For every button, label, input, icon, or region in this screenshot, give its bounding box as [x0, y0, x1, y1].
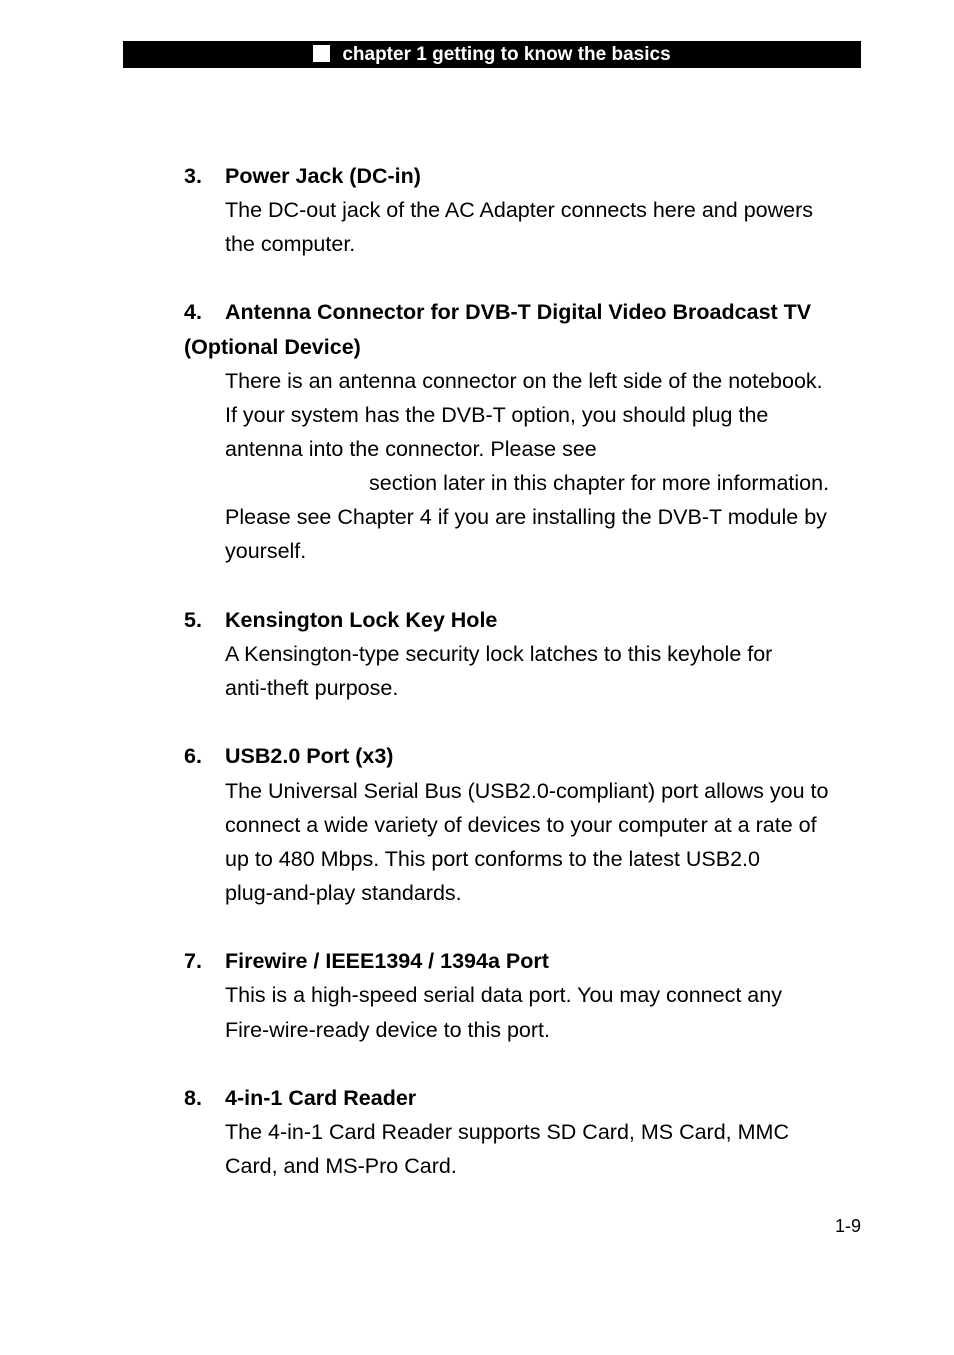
- item-title: Power Jack (DC-in): [225, 164, 421, 188]
- item-text-line: yourself.: [225, 539, 307, 563]
- item-text-line: This is a high-speed serial data port. You may connect any: [225, 983, 782, 1007]
- item-number: 3.: [184, 164, 202, 188]
- item-text-line: the computer.: [225, 232, 356, 256]
- chapter-header: [123, 41, 861, 68]
- item-text-line: up to 480 Mbps. This port conforms to the latest USB2.0: [225, 847, 760, 871]
- page-number: 1-9: [835, 1216, 862, 1236]
- item-text-line: connect a wide variety of devices to your computer at a rate of: [225, 813, 817, 837]
- chapter-title: chapter 1 getting to know the basics: [342, 44, 671, 65]
- item-text-line: anti-theft purpose.: [225, 676, 399, 700]
- item-title-continuation: (Optional Device): [184, 335, 361, 359]
- item-title: Antenna Connector for DVB-T Digital Video Broadcast TV: [225, 300, 812, 324]
- item-title: 4-in-1 Card Reader: [225, 1086, 417, 1110]
- item-text-line: Please see Chapter 4 if you are installing the DVB-T module by: [225, 505, 827, 529]
- item-text-line: Fire-wire-ready device to this port.: [225, 1018, 550, 1042]
- item-text-line: The 4-in-1 Card Reader supports SD Card, MS Card, MMC: [225, 1120, 789, 1144]
- item-number: 7.: [184, 949, 202, 973]
- item-number: 4.: [184, 300, 202, 324]
- header-square-icon: [313, 45, 330, 62]
- item-text-line: The DC-out jack of the AC Adapter connects here and powers: [225, 198, 813, 222]
- item-text-line: There is an antenna connector on the left side of the notebook.: [225, 369, 823, 393]
- item-title: USB2.0 Port (x3): [225, 744, 394, 768]
- item-number: 8.: [184, 1086, 202, 1110]
- item-text-line: plug-and-play standards.: [225, 881, 462, 905]
- item-number: 5.: [184, 608, 202, 632]
- item-text-line: antenna into the connector. Please see: [225, 437, 597, 461]
- item-text-line: Card, and MS-Pro Card.: [225, 1154, 457, 1178]
- item-number: 6.: [184, 744, 202, 768]
- item-text-line: The Universal Serial Bus (USB2.0-compliant) port allows you to: [225, 779, 829, 803]
- item-text-line: section later in this chapter for more information.: [369, 471, 830, 495]
- item-title: Firewire / IEEE1394 / 1394a Port: [225, 949, 549, 973]
- item-text-line: If your system has the DVB-T option, you should plug the: [225, 403, 769, 427]
- item-title: Kensington Lock Key Hole: [225, 608, 498, 632]
- item-text-line: A Kensington-type security lock latches to this keyhole for: [225, 642, 773, 666]
